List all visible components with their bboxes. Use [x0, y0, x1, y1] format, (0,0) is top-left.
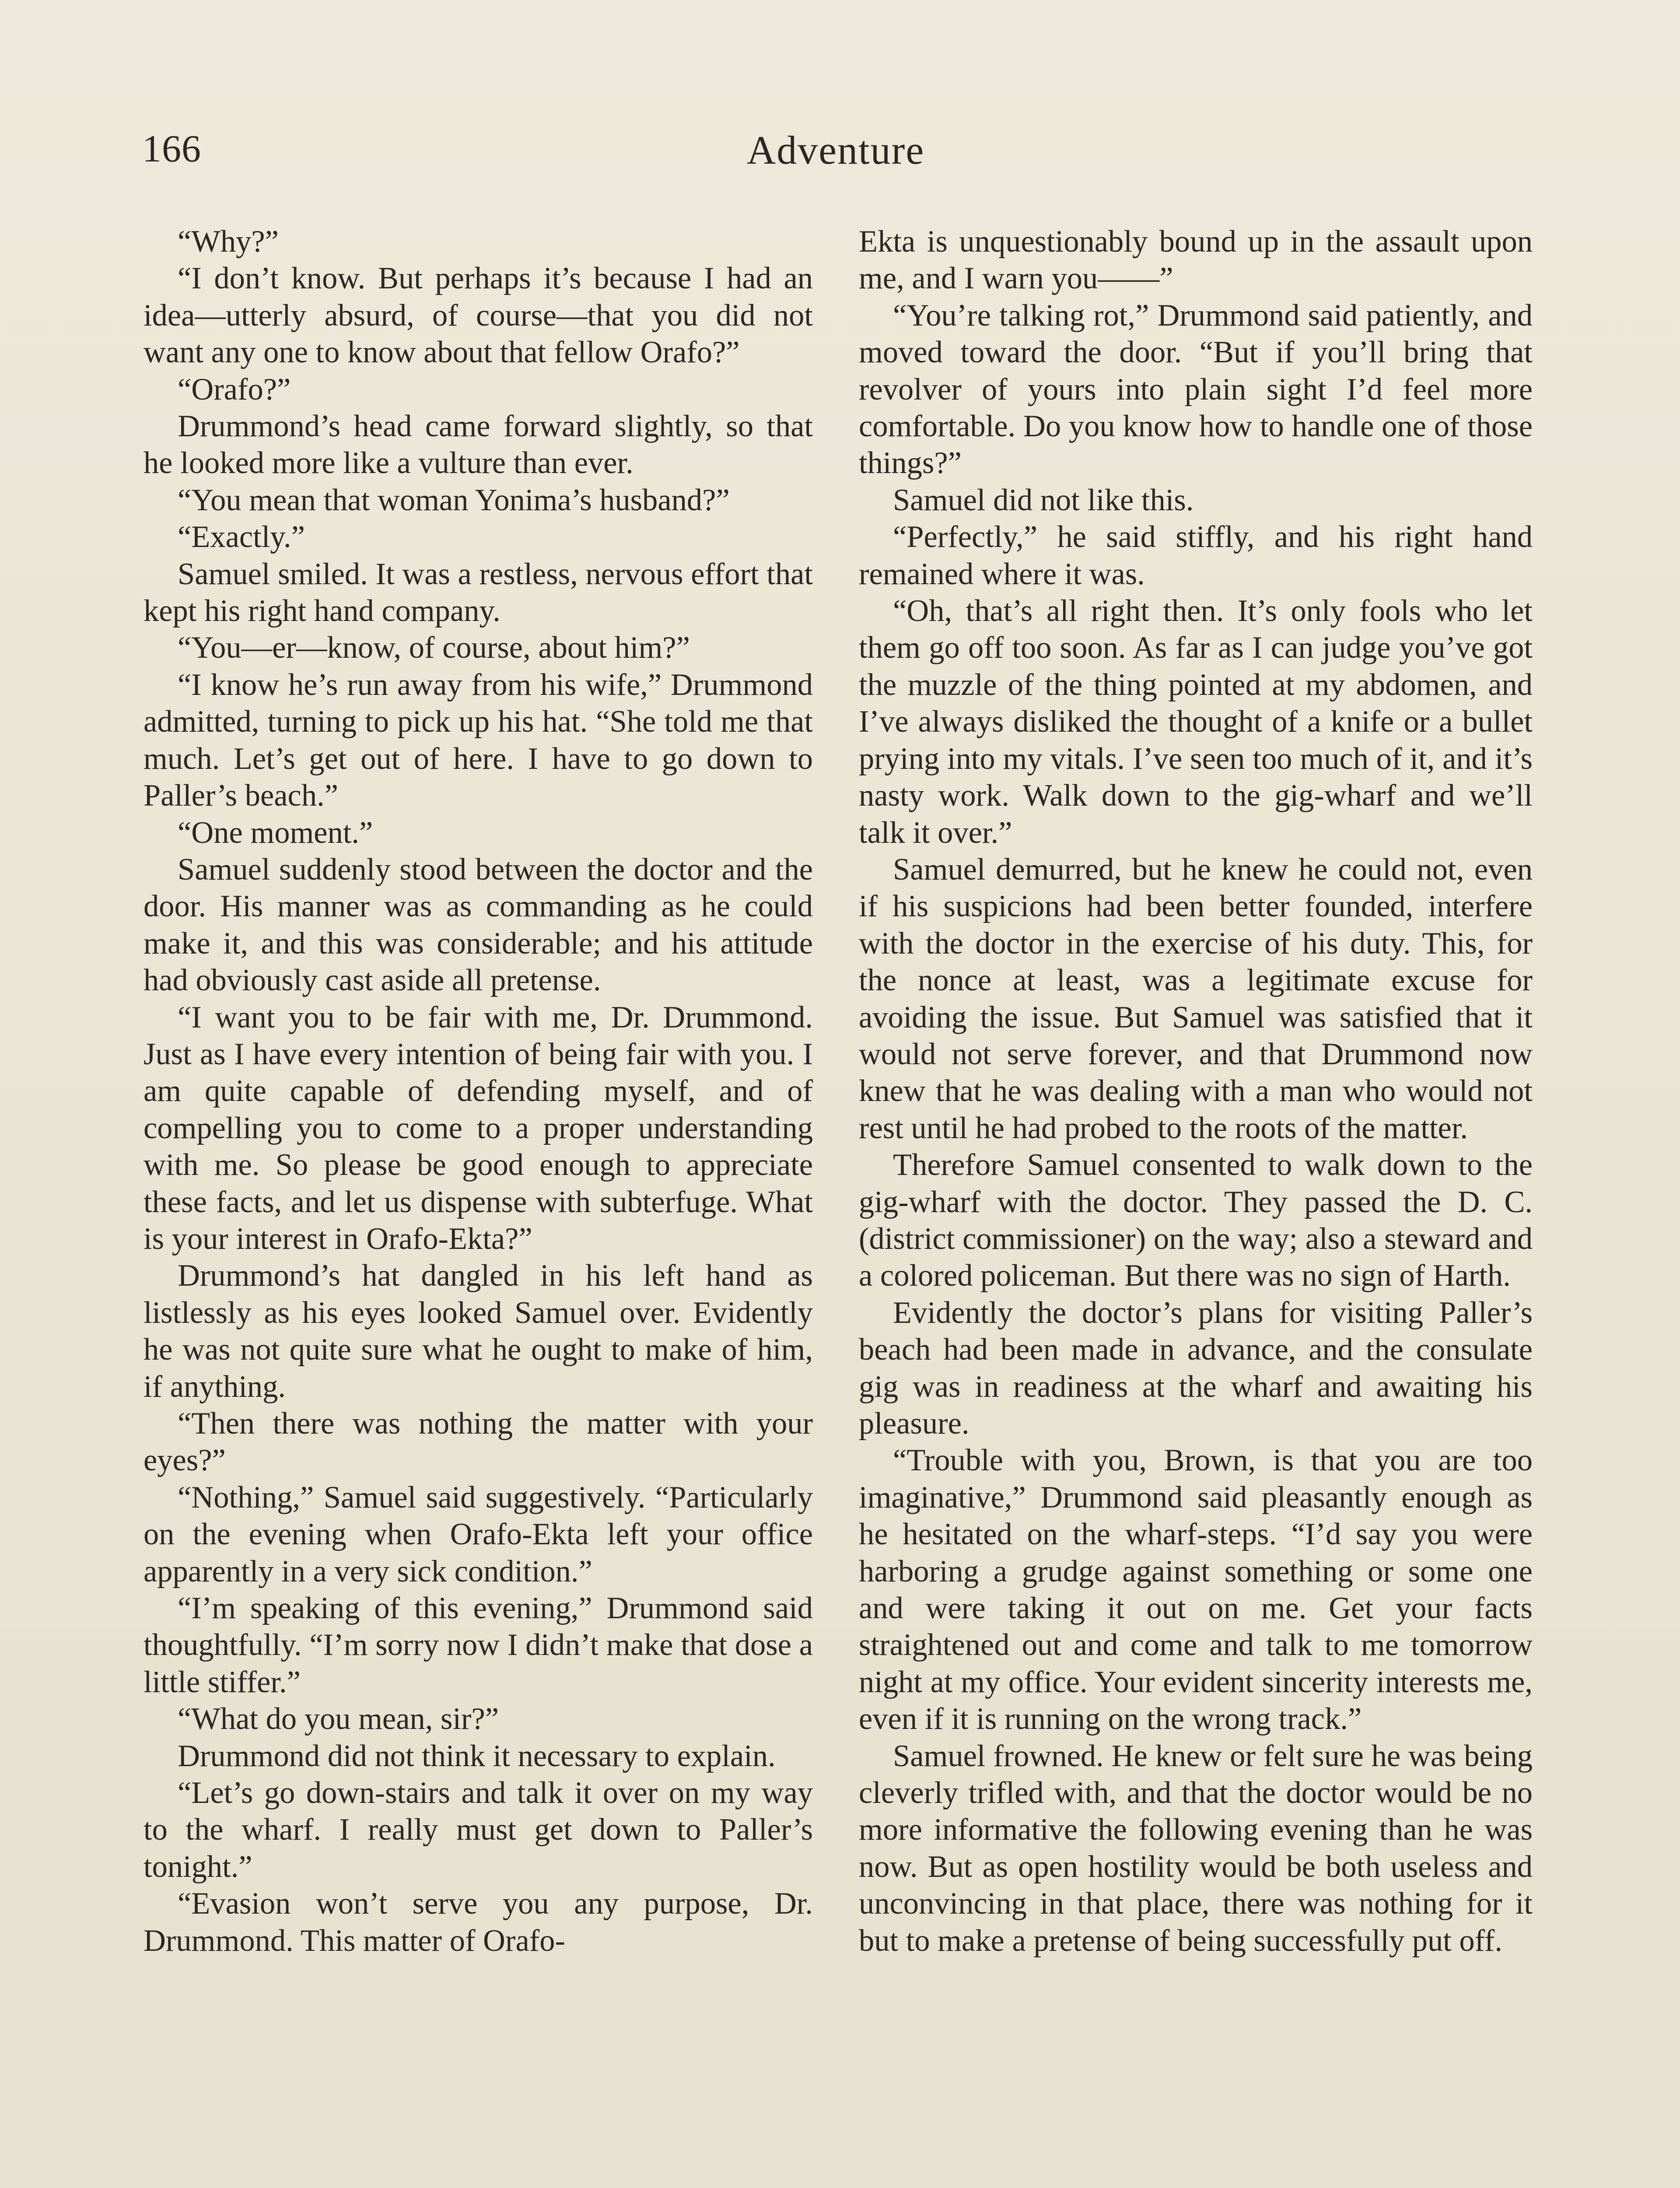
paragraph: “Trouble with you, Brown, is that you are too imaginative,” Drummond said pleasantly enough as he hesitated on the wharf-steps. “I’d say you were harboring a grudge against something or some one and were taking it out on me. Get your facts straightened out and come and talk to me tomorrow night at my office. Your evident sincerity interests me, even if it is running on the wrong track.” [859, 1443, 1533, 1736]
paragraph: “I don’t know. But perhaps it’s because I had an idea—utterly absurd, of course—that you did not want any one to know about that fellow Orafo?” [144, 261, 813, 370]
paragraph: “Oh, that’s all right then. It’s only fools who let them go off too soon. As far as I can judge you’ve got the muzzle of the thing pointed at my abdomen, and I’ve always disliked the thought of a knife or a bullet prying into my vitals. I’ve seen too much of it, and it’s nasty work. Walk down to the gig-wharf and we’ll talk it over.” [859, 594, 1533, 850]
paragraph: “You mean that woman Yonima’s husband?” [178, 483, 730, 517]
paragraph: “What do you mean, sir?” [178, 1702, 499, 1736]
page-header [142, 127, 1529, 184]
paragraph: “Evasion won’t serve you any purpose, Dr. Drummond. This matter of Orafo- [144, 1886, 813, 1958]
paragraph: Drummond’s head came forward slightly, so that he looked more like a vulture than ever. [144, 409, 813, 480]
paragraph: Evidently the doctor’s plans for visiting Paller’s beach had been made in advance, and the consulate gig was in readiness at the wharf and awaiting his pleasure. [859, 1295, 1533, 1441]
paragraph: “Nothing,” Samuel said suggestively. “Particularly on the evening when Orafo-Ekta left your office apparently in a very sick condition.” [144, 1480, 813, 1588]
paragraph: “You—er—know, of course, about him?” [178, 631, 690, 665]
paragraph: “Why?” [178, 224, 279, 259]
paragraph: Therefore Samuel consented to walk down to the gig-wharf with the doctor. They passed the D. C. (district commissioner) on the way; also a steward and a colored policeman. But there was no sign of Harth. [859, 1148, 1533, 1293]
paragraph: “One moment.” [178, 815, 373, 850]
paragraph: “I’m speaking of this evening,” Drummond said thoughtfully. “I’m sorry now I didn’t make that dose a little stiffer.” [144, 1591, 813, 1699]
paragraph: Samuel suddenly stood between the doctor and the door. His manner was as commanding as he could make it, and this was considerable; and his attitude had obviously cast aside all pretense. [144, 852, 813, 998]
paragraph: Samuel demurred, but he knew he could not, even if his suspicions had been better founded, interfere with the doctor in the exercise of his duty. This, for the nonce at least, was a legitimate excuse for avoiding the issue. But Samuel was satisfied that it would not serve forever, and that Drummond now knew that he was dealing with a man who would not rest until he had probed to the roots of the matter. [859, 852, 1533, 1145]
paragraph: Samuel did not like this. [893, 483, 1194, 517]
paragraph: “Then there was nothing the matter with your eyes?” [144, 1406, 813, 1478]
paragraph: “Exactly.” [178, 520, 305, 554]
paragraph: “I know he’s run away from his wife,” Drummond admitted, turning to pick up his hat. “She told me that much. Let’s get out of here. I have to go down to Paller’s beach.” [144, 667, 813, 813]
paragraph: Drummond’s hat dangled in his left hand as listlessly as his eyes looked Samuel over. Evidently he was not quite sure what he ought to make of him, if anything. [144, 1259, 813, 1404]
left-text-column [144, 223, 813, 2188]
paragraph: “Orafo?” [178, 372, 291, 407]
page-number: 166 [142, 128, 201, 170]
right-text-column [859, 223, 1533, 2188]
paragraph: Samuel frowned. He knew or felt sure he was being cleverly trifled with, and that the doctor would be no more informative the following evening than he was now. But as open hostility would be both useless and unconvincing in that place, there was nothing for it but to make a pretense of being successfully put off. [859, 1739, 1533, 1958]
paragraph: Ekta is unquestionably bound up in the assault upon me, and I warn you——” [859, 224, 1533, 296]
paragraph: “I want you to be fair with me, Dr. Drummond. Just as I have every intention of being fair with you. I am quite capable of defending myself, and of compelling you to come to a proper understanding with me. So please be good enough to appreciate these facts, and let us dispense with subterfuge. What is your interest in Orafo-Ekta?” [144, 1000, 813, 1256]
paragraph: “You’re talking rot,” Drummond said patiently, and moved toward the door. “But if you’ll bring that revolver of yours into plain sight I’d feel more comfortable. Do you know how to handle one of those things?” [859, 298, 1533, 480]
paragraph: Samuel smiled. It was a restless, nervous effort that kept his right hand company. [144, 557, 813, 628]
paragraph: “Let’s go down-stairs and talk it over on my way to the wharf. I really must get down to Paller’s tonight.” [144, 1776, 813, 1884]
paragraph: “Perfectly,” he said stiffly, and his right hand remained where it was. [859, 520, 1533, 591]
running-head: Adventure [746, 128, 925, 172]
paragraph: Drummond did not think it necessary to explain. [178, 1739, 776, 1773]
